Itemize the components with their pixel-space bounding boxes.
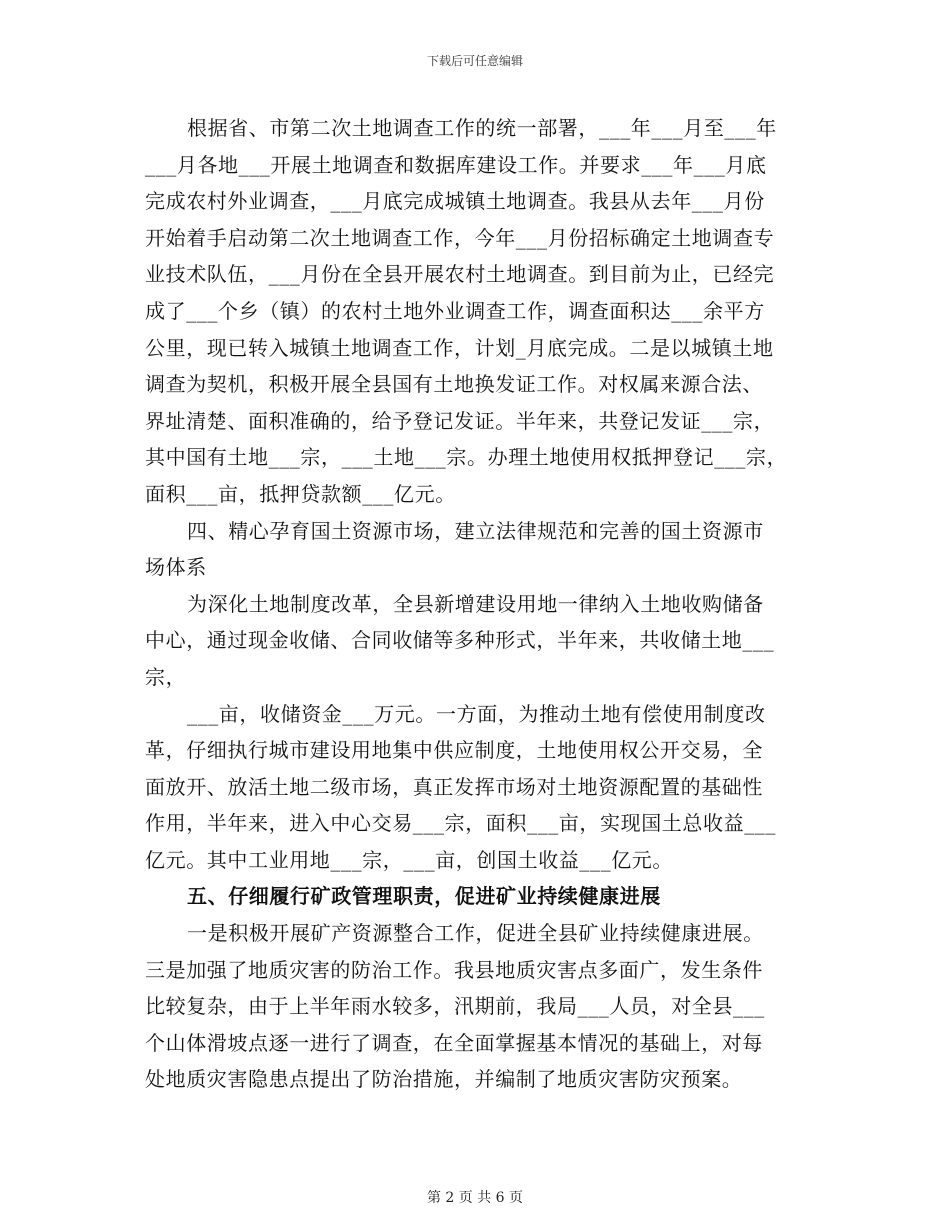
- text-line: ___亩，收储资金___万元。一方面，为推动土地有偿使用制度改: [187, 701, 766, 726]
- text-line: 四、精心孕育国土资源市场，建立法律规范和完善的国土资源市: [187, 518, 764, 543]
- text-line: 亿元。其中工业用地___宗，___亩，创国土收益___亿元。: [145, 847, 673, 872]
- text-line: 处地质灾害隐患点提出了防治措施，并编制了地质灾害防灾预案。: [145, 1067, 743, 1092]
- page-number-footer: 第 2 页 共 6 页: [426, 1190, 524, 1206]
- text-line: 成了___个乡（镇）的农村土地外业调查工作，调查面积达___余平方: [145, 298, 765, 323]
- text-line: 面放开、放活土地二级市场，真正发挥市场对土地资源配置的基础性: [145, 774, 763, 799]
- text-line: 调查为契机，积极开展全县国有土地换发证工作。对权属来源合法、: [145, 372, 763, 397]
- text-line: 个山体滑坡点逐一进行了调查，在全面掌握基本情况的基础上，对每: [145, 1030, 763, 1055]
- text-line: 开始着手启动第二次土地调查工作，今年___月份招标确定土地调查专: [145, 225, 775, 250]
- section-heading: 五、仔细履行矿政管理职责，促进矿业持续健康进展: [187, 884, 661, 909]
- text-line: 为深化土地制度改革，全县新增建设用地一律纳入土地收购储备: [187, 591, 764, 616]
- document-body: [145, 110, 805, 1098]
- text-line: 一是积极开展矿产资源整合工作，促进全县矿业持续健康进展。: [187, 921, 764, 946]
- text-line: 根据省、市第二次土地调查工作的统一部署，___年___月至___年: [187, 116, 777, 140]
- text-line: 场体系: [145, 555, 207, 580]
- text-line: 中心，通过现金收储、合同收储等多种形式，半年来，共收储土地___: [145, 628, 775, 653]
- text-line: 业技术队伍，___月份在全县开展农村土地调查。到目前为止，已经完: [145, 262, 775, 287]
- text-line: 三是加强了地质灾害的防治工作。我县地质灾害点多面广，发生条件: [145, 957, 763, 982]
- text-line: 宗，: [145, 664, 187, 689]
- text-line: 面积___亩，抵押贷款额___亿元。: [145, 481, 456, 506]
- text-line: 作用，半年来，进入中心交易___宗，面积___亩，实现国土总收益___: [145, 811, 776, 836]
- text-line: 其中国有土地___宗，___土地___宗。办理土地使用权抵押登记___宗，: [145, 445, 788, 470]
- text-line: 革，仔细执行城市建设用地集中供应制度，土地使用权公开交易，全: [145, 738, 763, 763]
- text-line: 完成农村外业调查，___月底完成城镇土地调查。我县从去年___月份: [145, 189, 765, 214]
- text-line: ___月各地___开展土地调查和数据库建设工作。并要求___年___月底: [145, 152, 767, 177]
- text-line: 界址清楚、面积准确的，给予登记发证。半年来，共登记发证___宗，: [145, 408, 775, 433]
- text-line: 公里，现已转入城镇土地调查工作，计划_月底完成。二是以城镇土地: [145, 335, 774, 360]
- text-line: 比较复杂，由于上半年雨水较多，汛期前，我局___人员，对全县___: [145, 994, 765, 1019]
- page-header: 下载后可任意编辑: [426, 54, 523, 68]
